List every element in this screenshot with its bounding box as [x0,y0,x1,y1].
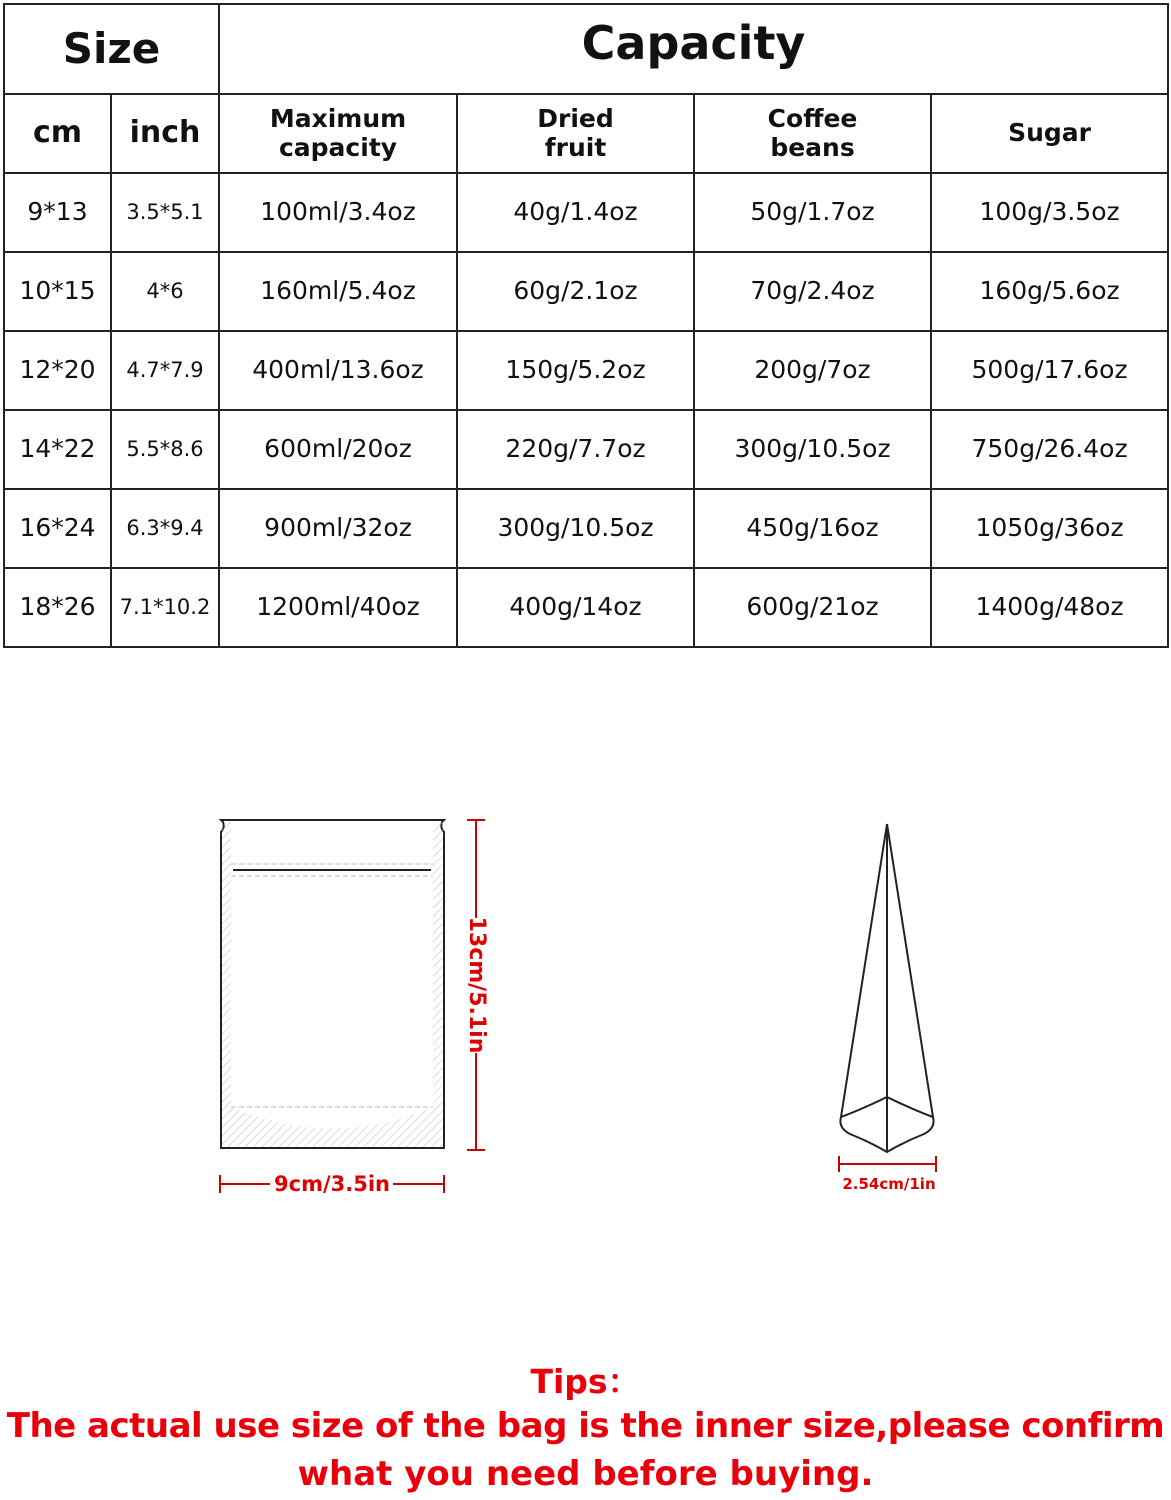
cell-dried-fruit: 300g/10.5oz [457,489,694,568]
cell-cm: 18*26 [4,568,111,647]
column-header-label: Dried fruit [537,103,614,162]
cell-inch: 5.5*8.6 [111,410,219,489]
cell-dried-fruit: 60g/2.1oz [457,252,694,331]
cell-sugar: 1050g/36oz [931,489,1168,568]
cell-max-capacity: 100ml/3.4oz [219,173,457,252]
bag-front-icon [221,820,444,1148]
cell-cm: 10*15 [4,252,111,331]
column-header-sugar: Sugar [931,94,1168,173]
tips-line-2: what you need before buying. [297,1454,874,1494]
tips-line-1: The actual use size of the bag is the inner size,please confirm [6,1406,1165,1446]
cell-sugar: 1400g/48oz [931,568,1168,647]
size-header: Size [4,4,219,94]
cell-cm: 14*22 [4,410,111,489]
cell-sugar: 500g/17.6oz [931,331,1168,410]
cell-inch: 4*6 [111,252,219,331]
cell-inch: 7.1*10.2 [111,568,219,647]
cell-sugar: 160g/5.6oz [931,252,1168,331]
bag-side-icon [840,824,933,1152]
cell-coffee-beans: 50g/1.7oz [694,173,931,252]
cell-inch: 3.5*5.1 [111,173,219,252]
cell-inch: 6.3*9.4 [111,489,219,568]
cell-coffee-beans: 200g/7oz [694,331,931,410]
cell-max-capacity: 900ml/32oz [219,489,457,568]
cell-max-capacity: 400ml/13.6oz [219,331,457,410]
cell-coffee-beans: 600g/21oz [694,568,931,647]
width-label: 9cm/3.5in [274,1172,390,1196]
cell-max-capacity: 160ml/5.4oz [219,252,457,331]
column-header-inch: inch [111,94,219,173]
cell-max-capacity: 1200ml/40oz [219,568,457,647]
cell-dried-fruit: 40g/1.4oz [457,173,694,252]
cell-inch: 4.7*7.9 [111,331,219,410]
cell-max-capacity: 600ml/20oz [219,410,457,489]
depth-label: 2.54cm/1in [842,1175,936,1193]
cell-coffee-beans: 450g/16oz [694,489,931,568]
cell-dried-fruit: 400g/14oz [457,568,694,647]
column-header-cm: cm [4,94,111,173]
cell-dried-fruit: 220g/7.7oz [457,410,694,489]
column-header-label: Maximum capacity [269,103,407,162]
cell-cm: 12*20 [4,331,111,410]
cell-coffee-beans: 300g/10.5oz [694,410,931,489]
cell-dried-fruit: 150g/5.2oz [457,331,694,410]
tips-title: Tips： [530,1362,641,1401]
cell-sugar: 750g/26.4oz [931,410,1168,489]
cell-cm: 9*13 [4,173,111,252]
capacity-header: Capacity [219,4,1168,94]
cell-coffee-beans: 70g/2.4oz [694,252,931,331]
cell-cm: 16*24 [4,489,111,568]
cell-sugar: 100g/3.5oz [931,173,1168,252]
height-label: 13cm/5.1in [464,916,489,1054]
column-header-label: Coffee beans [767,103,858,162]
